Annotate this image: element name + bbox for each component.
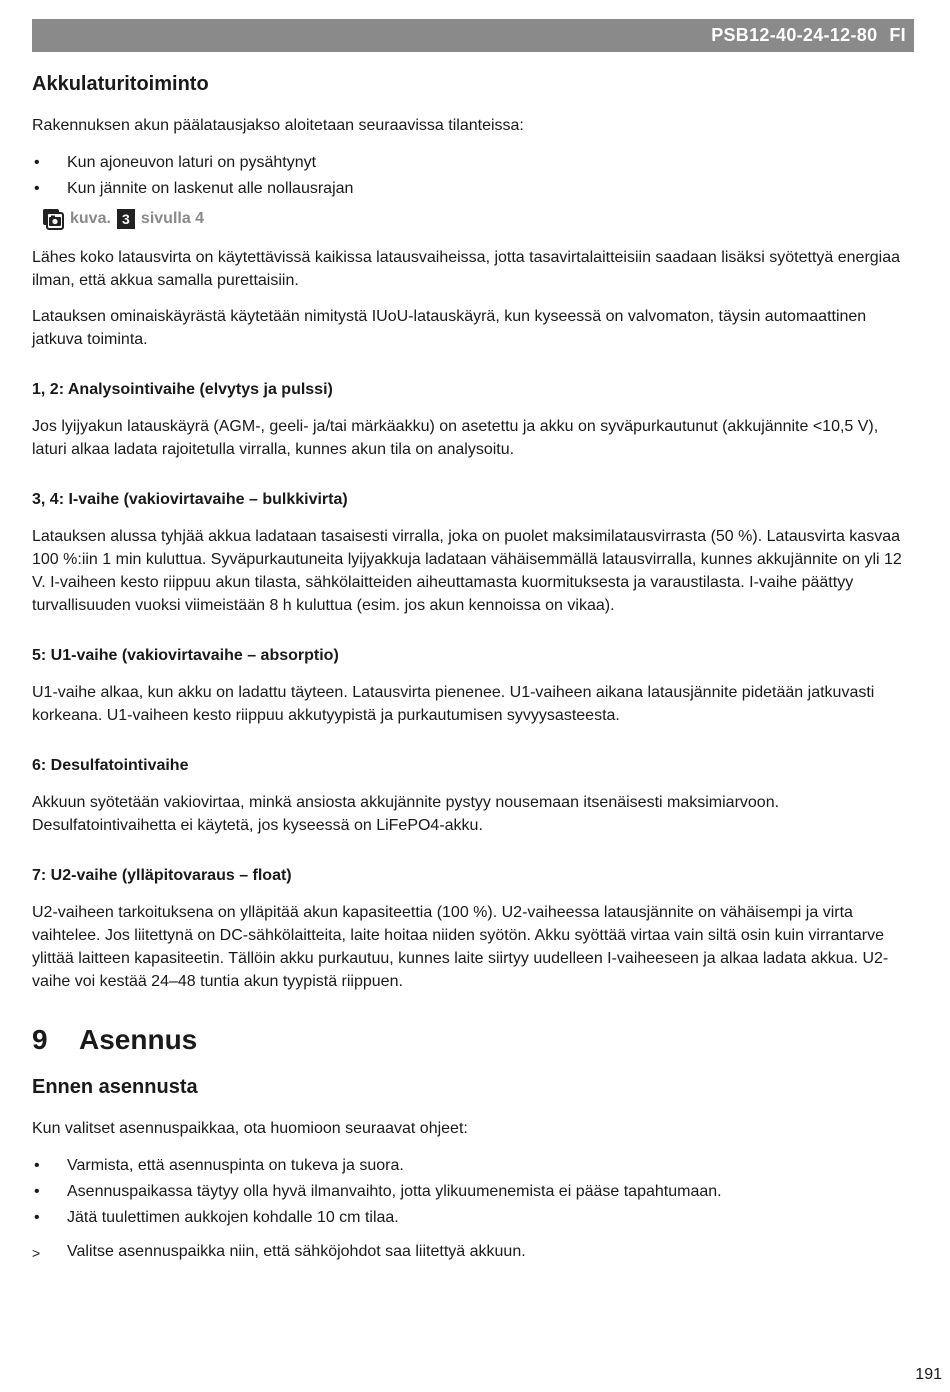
phase-heading: 7: U2-vaihe (ylläpitovaraus – float)	[32, 867, 292, 884]
page-content	[32, 70, 914, 1265]
intro-bullet-list	[32, 150, 914, 202]
phase-text: U1-vaihe alkaa, kun akku on ladattu täyteen. Latausvirta pienenee. U1-vaiheen aikana latausjännite pidetään jatkuvasti korkeana. U1-vaiheen kesto riippuu akkutyypistä ja purkautumisen syvyysasteesta.	[32, 684, 875, 724]
bullet-icon: •	[34, 1183, 40, 1200]
install-lead: Kun valitset asennuspaikkaa, ota huomioon seuraavat ohjeet:	[32, 1120, 468, 1137]
figure-label: kuva.	[70, 210, 111, 227]
list-item: • Jätä tuulettimen aukkojen kohdalle 10 cm tilaa.	[32, 1205, 914, 1231]
paragraph: Latauksen ominaiskäyrästä käytetään nimitystä IUoU-latauskäyrä, kun kyseessä on valvomaton, täysin automaattinen jatkuva toiminta.	[32, 308, 867, 348]
phase-text: Latauksen alussa tyhjää akkua ladataan tasaisesti virralla, joka on puolet maksimilatausvirrasta (50 %). Latausvirta kasvaa 100 %:iin 1 min kuluttua. Syväpurkautuneita lyijyakkuja ladataan vähäisemmällä latausvirralla, kunnes akkujännite on yli 12 V. I-vaiheen kesto riippuu akun tilasta, sähkölaitteiden aiheuttamasta kuormituksesta ja varaustilasta. I-vaihe päättyy turvallisuuden vuoksi viimeistään 8 h kuluttua (esim. jos akun kennoissa on vikaa).	[32, 528, 902, 614]
bullet-icon: •	[34, 1157, 40, 1174]
phase-text: U2-vaiheen tarkoituksena on ylläpitää akun kapasiteettia (100 %). U2-vaiheessa latausjännite on vähäisempi ja virta vaihtelee. Jos liitettynä on DC-sähkölaitteita, laite hoitaa niiden syötön. Akku syöttää virtaa vain siltä osin kuin virrantarve ylittää laitteen kapasiteetin. Tällöin akku purkautuu, kunnes laite siirtyy uudelleen I-vaiheeseen ja alkaa ladata akkua. U2-vaihe voi kestää 24–48 tuntia akun tyypistä riippuen.	[32, 904, 889, 990]
chevron-right-icon: >	[32, 1245, 41, 1261]
chapter-number: 9	[32, 1024, 48, 1055]
figure-number-badge: 3	[117, 209, 135, 229]
language-code: FI	[889, 25, 906, 45]
section-heading-battery-charger: Akkulaturitoiminto	[32, 73, 209, 95]
chapter-name: Asennus	[79, 1024, 198, 1055]
camera-icon	[42, 208, 64, 230]
install-bullet-list	[32, 1153, 914, 1231]
page-header	[32, 19, 914, 52]
phase-heading: 3, 4: I-vaihe (vakiovirtavaihe – bulkkivirta)	[32, 491, 348, 508]
instruction-step: > Valitse asennuspaikka niin, että sähköjohdot saa liitettyä akkuun.	[32, 1239, 914, 1265]
figure-page: sivulla 4	[140, 210, 205, 227]
paragraph: Lähes koko latausvirta on käytettävissä kaikissa latausvaiheissa, jotta tasavirtalaitteisiin saadaan lisäksi syötettyä energiaa ilman, että akkua samalla purettaisiin.	[32, 249, 901, 289]
figure-reference[interactable]	[42, 206, 914, 232]
page-number: 191	[915, 1366, 942, 1383]
intro-lead: Rakennuksen akun päälatausjakso aloitetaan seuraavissa tilanteissa:	[32, 117, 524, 134]
chapter-title	[32, 1023, 914, 1057]
phase-text: Akkuun syötetään vakiovirtaa, minkä ansiosta akkujännite pystyy nousemaan itsenäisesti maksimiarvoon. Desulfatointivaihetta ei käytetä, jos kyseessä on LiFePO4-akku.	[32, 794, 780, 834]
phase-heading: 5: U1-vaihe (vakiovirtavaihe – absorptio)	[32, 647, 339, 664]
list-item: • Asennuspaikassa täytyy olla hyvä ilmanvaihto, jotta ylikuumenemista ei pääse tapahtumaan.	[32, 1179, 914, 1205]
phase-heading: 1, 2: Analysointivaihe (elvytys ja pulssi)	[32, 381, 333, 398]
model-number: PSB12-40-24-12-80	[711, 25, 878, 45]
bullet-icon: •	[34, 180, 40, 197]
bullet-icon: •	[34, 154, 40, 171]
bullet-icon: •	[34, 1209, 40, 1226]
list-item: • Kun jännite on laskenut alle nollausrajan	[32, 176, 914, 202]
section-heading-before-installation: Ennen asennusta	[32, 1076, 198, 1098]
phase-heading: 6: Desulfatointivaihe	[32, 757, 189, 774]
list-item: • Varmista, että asennuspinta on tukeva ja suora.	[32, 1153, 914, 1179]
phase-text: Jos lyijyakun latauskäyrä (AGM-, geeli- ja/tai märkäakku) on asetettu ja akku on syväpurkautunut (akkujännite <10,5 V), laturi alkaa ladata rajoitetulla virralla, kunnes akun tila on analysoitu.	[32, 418, 879, 458]
list-item: • Kun ajoneuvon laturi on pysähtynyt	[32, 150, 914, 176]
